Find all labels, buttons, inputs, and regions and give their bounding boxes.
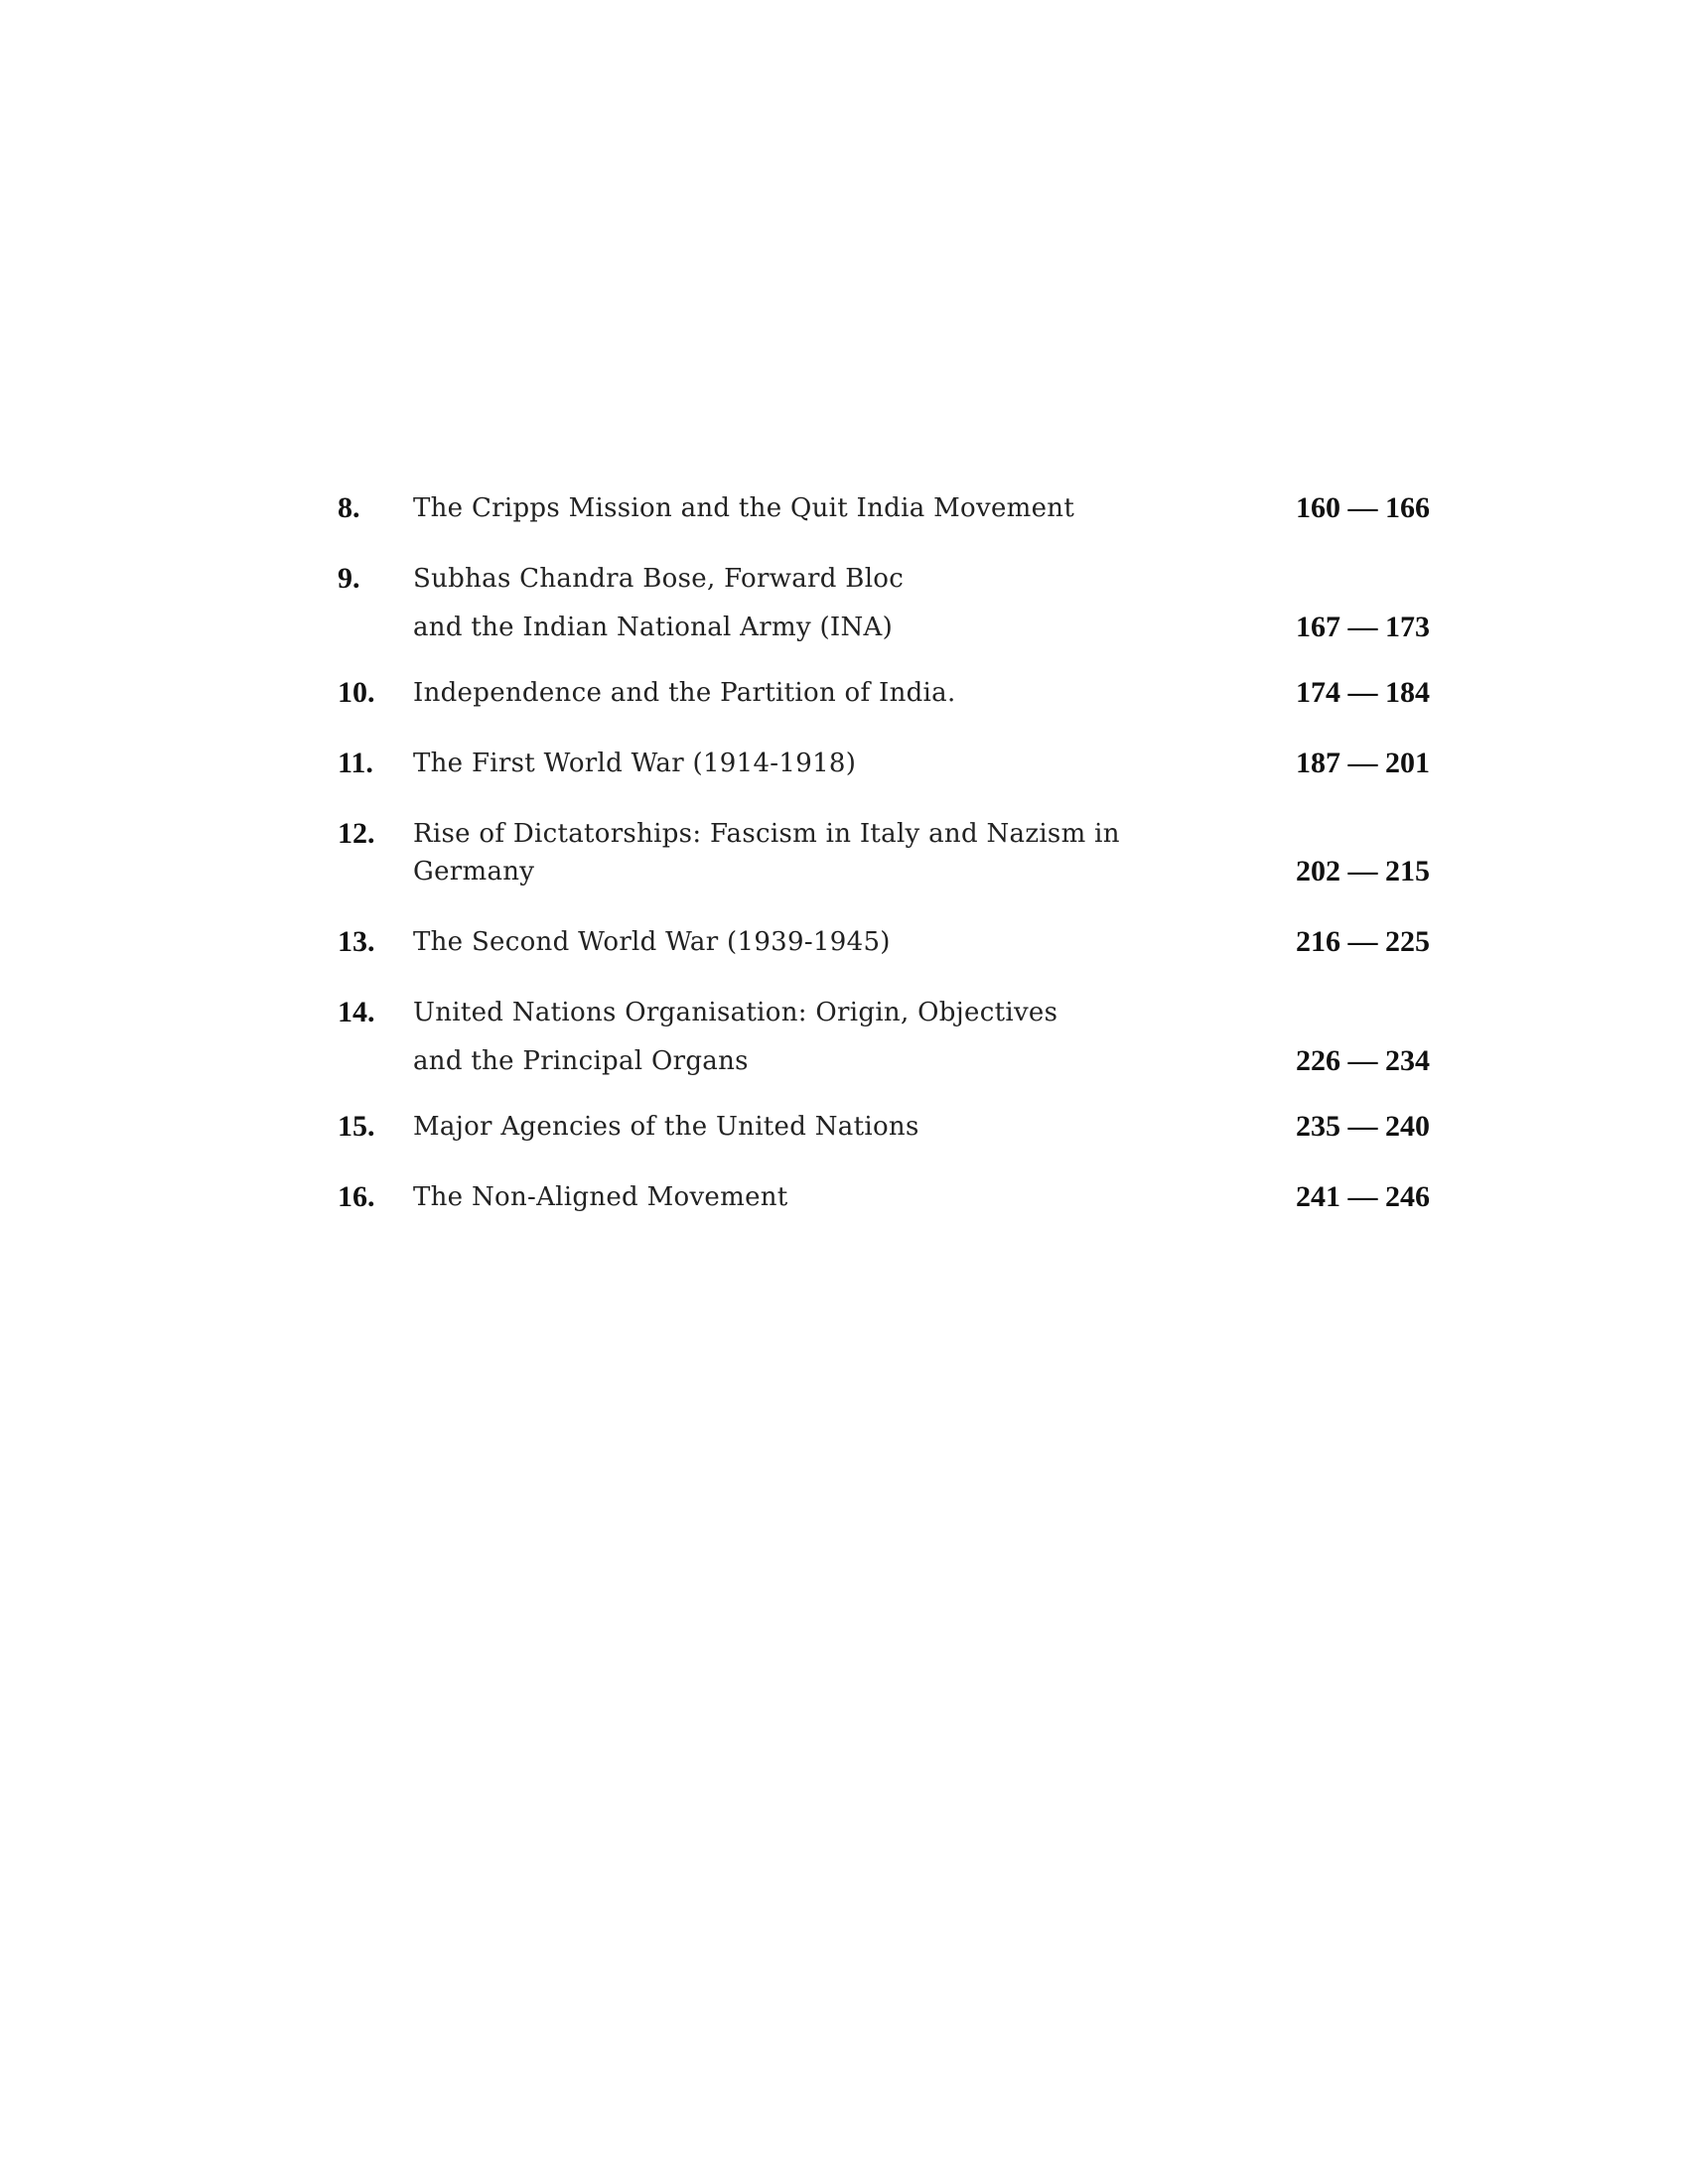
page-range: 226 — 234	[1296, 1044, 1430, 1077]
chapter-number: 12.	[338, 817, 375, 850]
page-range: 241 — 246	[1296, 1180, 1430, 1213]
chapter-title	[413, 560, 1231, 646]
toc-entry[interactable]	[338, 1178, 1430, 1216]
toc-entry[interactable]	[338, 489, 1430, 527]
page-range: 187 — 201	[1296, 747, 1430, 779]
chapter-number: 10.	[338, 676, 375, 709]
chapter-title	[413, 489, 1231, 527]
chapter-title-line: The Cripps Mission and the Quit India Movement	[413, 493, 1075, 523]
chapter-number: 8.	[338, 491, 360, 524]
chapter-title-line: The First World War (1914-1918)	[413, 749, 857, 778]
page-range: 160 — 166	[1296, 491, 1430, 524]
chapter-title-line: Major Agencies of the United Nations	[413, 1112, 919, 1142]
chapter-title-line: United Nations Organisation: Origin, Objectives	[413, 998, 1058, 1027]
toc-entry[interactable]	[338, 994, 1430, 1080]
toc-entry[interactable]	[338, 923, 1430, 961]
page-range: 216 — 225	[1296, 925, 1430, 958]
chapter-title-line: and the Indian National Army (INA)	[413, 613, 894, 642]
chapter-number: 15.	[338, 1110, 375, 1143]
chapter-number: 11.	[338, 747, 373, 779]
chapter-title-line: and the Principal Organs	[413, 1046, 749, 1076]
chapter-title	[413, 923, 1231, 961]
chapter-number: 14.	[338, 996, 375, 1028]
chapter-number: 13.	[338, 925, 375, 958]
chapter-title	[413, 745, 1231, 782]
page-range: 167 — 173	[1296, 611, 1430, 643]
page-range: 202 — 215	[1296, 855, 1430, 887]
chapter-number: 9.	[338, 562, 360, 595]
chapter-title-line: Subhas Chandra Bose, Forward Bloc	[413, 564, 905, 594]
chapter-title-line: Rise of Dictatorships: Fascism in Italy and Nazism in Germany	[413, 819, 1120, 887]
chapter-title	[413, 815, 1231, 890]
page-range: 235 — 240	[1296, 1110, 1430, 1143]
toc-entry[interactable]	[338, 674, 1430, 712]
chapter-title	[413, 994, 1231, 1080]
chapter-title	[413, 674, 1231, 712]
toc-entry[interactable]	[338, 815, 1430, 890]
chapter-title-line: Independence and the Partition of India.	[413, 678, 956, 708]
chapter-number: 16.	[338, 1180, 375, 1213]
toc-entry[interactable]	[338, 560, 1430, 646]
chapter-title-line: The Non-Aligned Movement	[413, 1182, 788, 1212]
chapter-title	[413, 1108, 1231, 1146]
chapter-title	[413, 1178, 1231, 1216]
toc-entry[interactable]	[338, 745, 1430, 782]
chapter-title-line: The Second World War (1939-1945)	[413, 927, 891, 957]
table-of-contents	[338, 489, 1430, 1249]
page-range: 174 — 184	[1296, 676, 1430, 709]
toc-entry[interactable]	[338, 1108, 1430, 1146]
